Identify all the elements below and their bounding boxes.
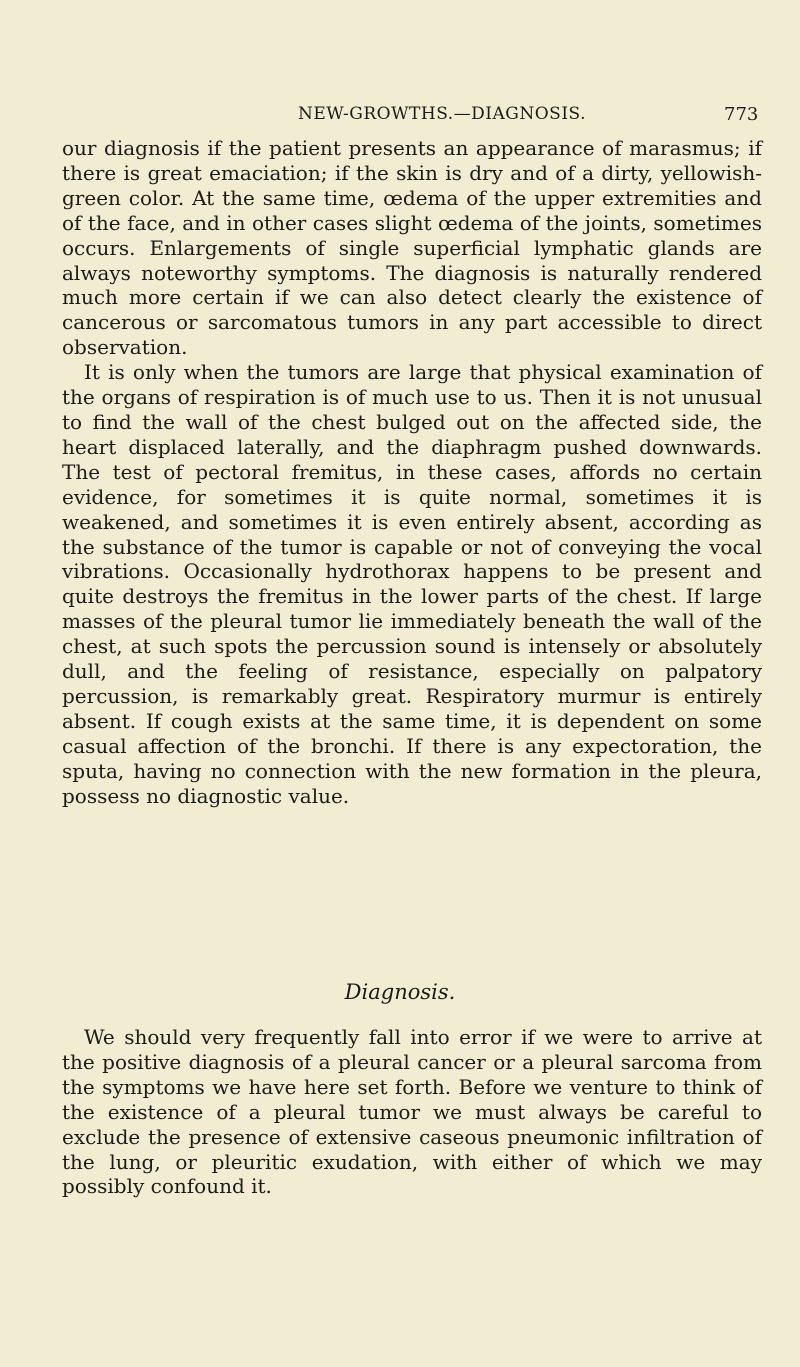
body-text-lower xyxy=(62,1025,762,1199)
paragraph: It is only when the tumors are large that physical examination of the organs of respiration is of much use to us. Then it is not unusual to find the wall of the chest bulged out on the affected side, the heart displaced laterally, and the diaphragm pushed downwards. The test of pectoral fremitus, in these cases, affords no certain evidence, for sometimes it is quite normal, sometimes it is weakened, and sometimes it is even entirely absent, according as the substance of the tumor is capable or not of conveying the vocal vibrations. Occasionally hydrothorax happens to be present and quite destroys the fremitus in the lower parts of the chest. If large masses of the pleural tumor lie immediately beneath the wall of the chest, at such spots the percussion sound is intensely or absolutely dull, and the feeling of resistance, especially on palpatory percussion, is remarkably great. Respiratory murmur is entirely absent. If cough exists at the same time, it is dependent on some casual affection of the bronchi. If there is any expectoration, the sputa, having no connection with the new formation in the pleura, possess no diagnostic value. xyxy=(62,360,762,808)
running-head xyxy=(0,104,800,128)
page-number: 773 xyxy=(724,104,759,125)
body-text-upper xyxy=(62,136,762,808)
paragraph: our diagnosis if the patient presents an appearance of marasmus; if there is great emaciation; if the skin is dry and of a dirty, yellowish-green color. At the same time, œdema of the upper extremities and of the face, and in other cases slight œdema of the joints, sometimes occurs. Enlargements of single superficial lymphatic glands are always noteworthy symptoms. The diagnosis is naturally rendered much more certain if we can also detect clearly the existence of cancerous or sarcomatous tumors in any part accessible to direct observation. xyxy=(62,136,762,360)
running-title: NEW-GROWTHS.—DIAGNOSIS. xyxy=(298,104,586,124)
section-heading: Diagnosis. xyxy=(344,980,456,1004)
paragraph: We should very frequently fall into error if we were to arrive at the positive diagnosis of a pleural cancer or a pleural sarcoma from the symptoms we have here set forth. Before we venture to think of the existence of a pleural tumor we must always be careful to exclude the presence of extensive caseous pneumonic infiltration of the lung, or pleuritic exudation, with either of which we may possibly confound it. xyxy=(62,1025,762,1199)
